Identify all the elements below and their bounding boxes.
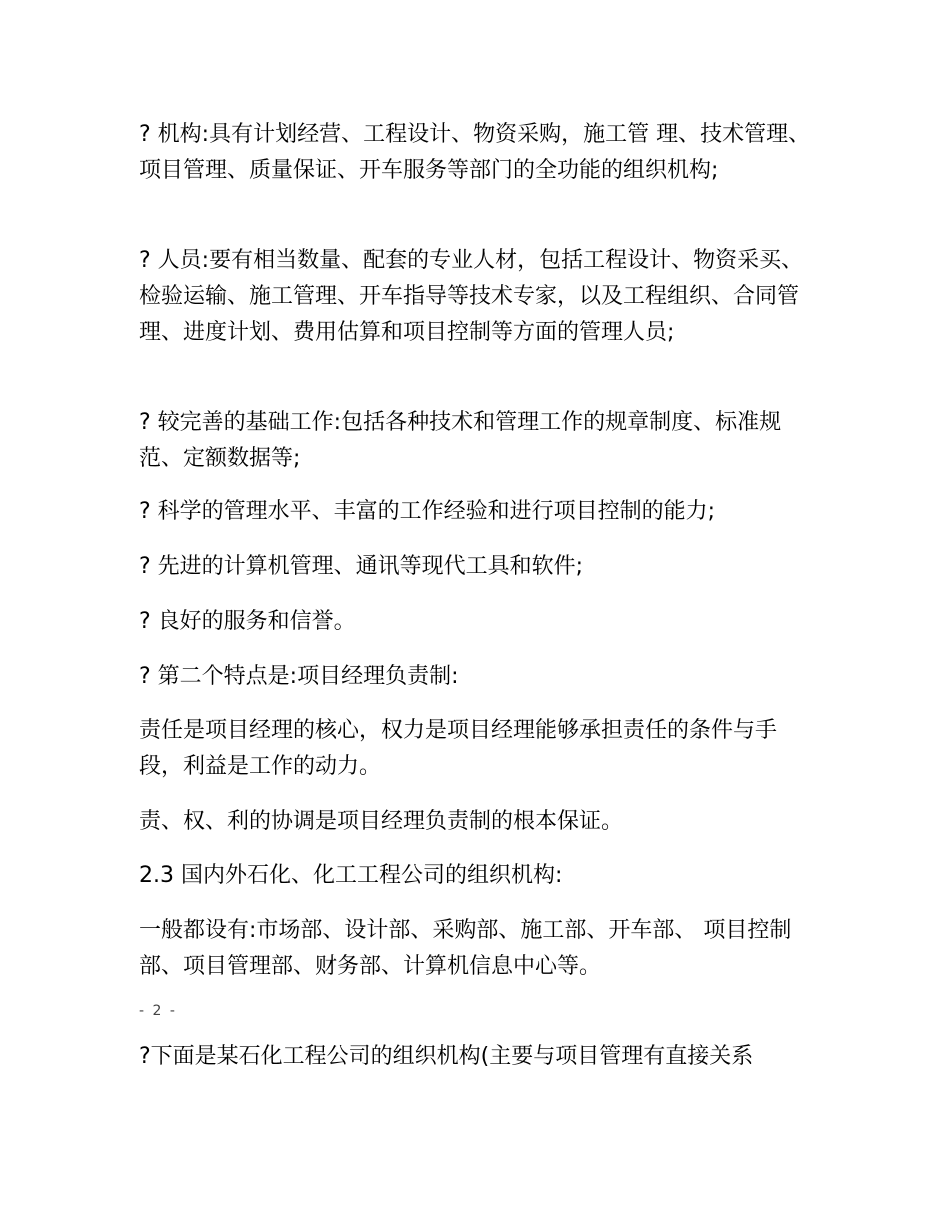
paragraph-management-level: ? 科学的管理水平、丰富的工作经验和进行项目控制的能力; xyxy=(139,499,716,524)
paragraph-coordination: 责、权、利的协调是项目经理负责制的根本保证。 xyxy=(139,809,624,834)
paragraph-organization: ? 机构:具有计划经营、工程设计、物资采购，施工管 理、技术管理、项目管理、质量保证、开车服务等部门的全功能的组织机构; xyxy=(139,122,811,183)
paragraph-personnel: ? 人员:要有相当数量、配套的专业人材，包括工程设计、物资采买、检验运输、施工管理、开车指导等技术专家，以及工程组织、合同管理、进度计划、费用估算和项目控制等方面的管理人员; xyxy=(139,248,804,345)
paragraph-second-feature: ? 第二个特点是:项目经理负责制: xyxy=(139,664,459,689)
page-number: - 2 - xyxy=(139,1003,177,1019)
paragraph-org-structure-intro: ?下面是某石化工程公司的组织机构(主要与项目管理有直接关系 xyxy=(139,1044,754,1069)
paragraph-responsibility: 责任是项目经理的核心，权力是项目经理能够承担责任的条件与手段，利益是工作的动力。 xyxy=(139,718,778,779)
paragraph-service-reputation: ? 良好的服务和信誉。 xyxy=(139,609,356,634)
section-heading-2-3: 2.3 国内外石化、化工工程公司的组织机构: xyxy=(139,863,563,888)
paragraph-departments: 一般都设有:市场部、设计部、采购部、施工部、开车部、 项目控制部、项目管理部、财务部、计算机信息中心等。 xyxy=(139,918,792,979)
paragraph-foundation-work: ? 较完善的基础工作:包括各种技术和管理工作的规章制度、标准规范、定额数据等; xyxy=(139,410,782,471)
paragraph-computer-tools: ? 先进的计算机管理、通讯等现代工具和软件; xyxy=(139,554,584,579)
